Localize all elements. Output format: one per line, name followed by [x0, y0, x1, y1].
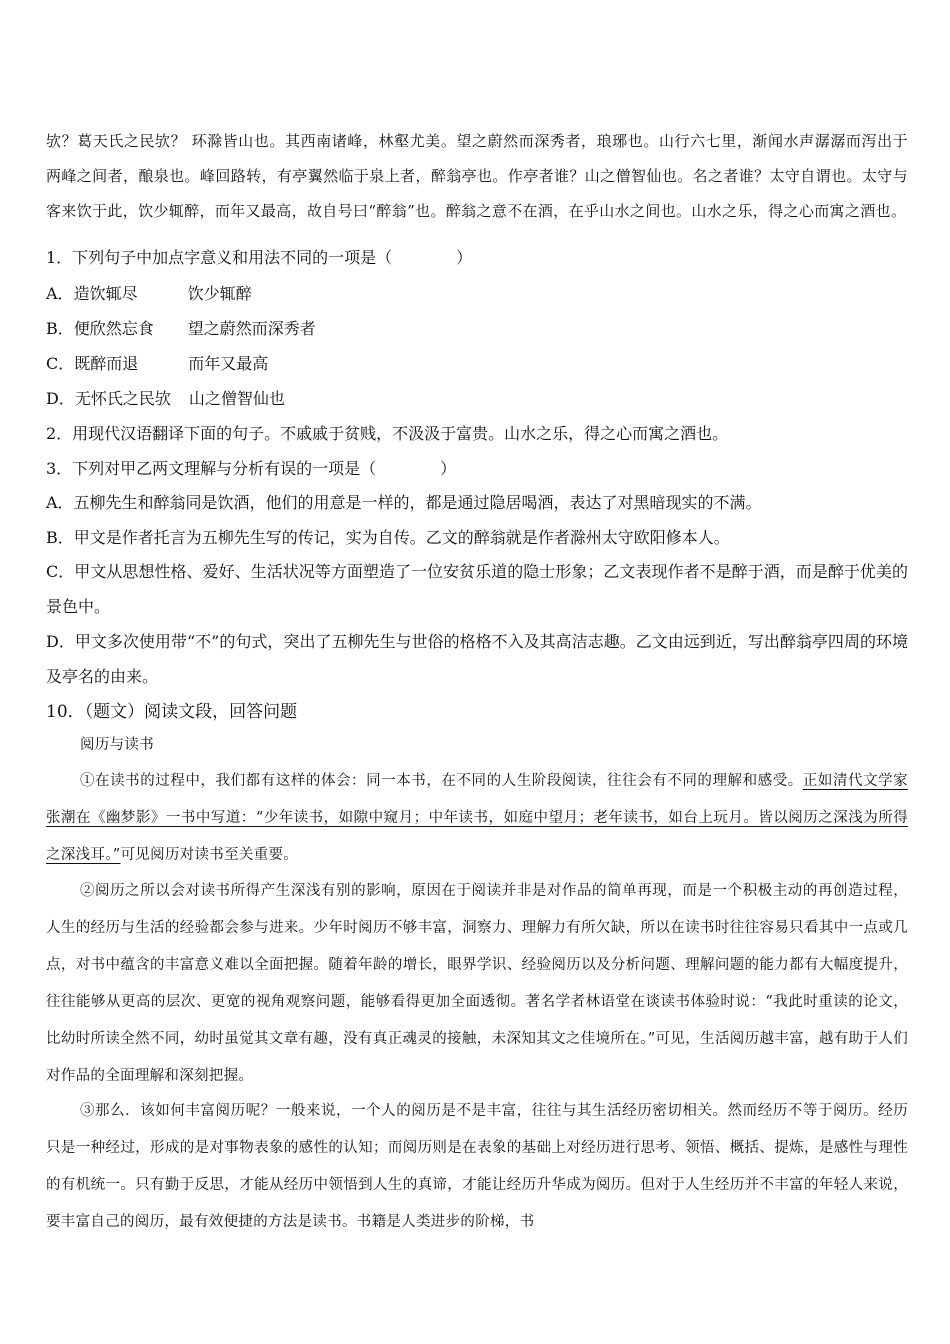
question-1-option-a: [46, 276, 908, 312]
option-right: 望之蔚然而深秀者: [187, 319, 316, 338]
option-left: 造饮辄尽: [73, 284, 138, 303]
question-2-stem: 2．用现代汉语翻译下面的句子。不戚戚于贫贱，不汲汲于富贵。山水之乐，得之心而寓之酒也。: [46, 424, 729, 443]
option-left: 便欣然忘食: [73, 319, 154, 338]
option-right: 山之僧智仙也: [188, 389, 285, 408]
question-1-stem: 1．下列句子中加点字意义和用法不同的一项是（ ）: [46, 248, 473, 267]
article-title: 阅历与读书: [80, 737, 154, 753]
option-label: D．: [46, 389, 75, 408]
question-3-stem: 3．下列对甲乙两文理解与分析有误的一项是（ ）: [46, 459, 457, 478]
option-right: 而年又最高: [188, 354, 269, 373]
question-3-option-b: B．甲文是作者托言为五柳先生写的传记，实为自传。乙文的醉翁就是作者滁州太守欧阳修本人。: [46, 528, 730, 547]
question-1-option-b: [46, 311, 908, 347]
underlined-quote: 正如清代文学家张潮在《幽梦影》一书中写道：“少年读书，如隙中窥月；中年读书，如庭中望月；老年读书，如台上玩月。皆以阅历之深浅为所得之深浅耳。”: [46, 773, 908, 863]
option-label: C．: [46, 354, 75, 373]
option-label: A．: [46, 284, 74, 303]
question-3-option-d: D．甲文多次使用带“不”的句式，突出了五柳先生与世俗的格格不入及其高洁志趣。乙文由远到近，写出醉翁亭四周的环境及亭名的由来。: [46, 632, 908, 686]
option-label: B．: [46, 319, 74, 338]
question-1-option-d: [46, 381, 908, 417]
question-10-heading: 10．（题文）阅读文段，回答问题: [46, 702, 298, 722]
option-right: 饮少辄醉: [187, 284, 252, 303]
classical-passage-b: 欤？葛天氏之民欤？ 环滁皆山也。其西南诸峰，林壑尤美。望之蔚然而深秀者，琅琊也。山行六七里，渐闻水声潺潺而泻出于两峰之间者，酿泉也。峰回路转，有亭翼然临于泉上者，醉翁亭也。作亭者谁？山之僧智仙也。名之者谁？太守自谓也。太守与客来饮于此，饮少辄醉，而年又最高，故自号曰“醉翁”也。醉翁之意不在酒，在乎山水之间也。山水之乐，得之心而寓之酒也。: [46, 132, 908, 220]
question-1-option-c: [46, 346, 908, 382]
question-3-option-a: A．五柳先生和醉翁同是饮酒，他们的用意是一样的，都是通过隐居喝酒，表达了对黑暗现实的不满。: [46, 493, 762, 512]
paragraph-1-intro: ①在读书的过程中，我们都有这样的体会：同一本书，在不同的人生阶段阅读，往往会有不同的理解和感受。: [80, 773, 803, 789]
option-left: 既醉而退: [74, 354, 139, 373]
question-3-option-c: C．甲文从思想性格、爱好、生活状况等方面塑造了一位安贫乐道的隐士形象；乙文表现作者不是醉于酒，而是醉于优美的景色中。: [46, 562, 908, 616]
article-paragraph-1: [46, 763, 908, 874]
article-paragraph-2: ②阅历之所以会对读书所得产生深浅有别的影响，原因在于阅读并非是对作品的简单再现，而是一个积极主动的再创造过程，人生的经历与生活的经验都会参与进来。少年时阅历不够丰富，洞察力、理解力有所欠缺，所以在读书时往往容易只看其中一点或几点，对书中蕴含的丰富意义难以全面把握。随着年龄的增长，眼界学识、经验阅历以及分析问题、理解问题的能力都有大幅度提升，往往能够从更高的层次、更宽的视角观察问题，能够看得更加全面透彻。著名学者林语堂在谈读书体验时说：“我此时重读的论文，比幼时所读全然不同，幼时虽觉其文章有趣，没有真正魂灵的接触，未深知其文之佳境所在。”可见，生活阅历越丰富，越有助于人们对作品的全面理解和深刻把握。: [46, 883, 908, 1084]
article-paragraph-3: ③那么．该如何丰富阅历呢？一般来说，一个人的阅历是不是丰富，往往与其生活经历密切相关。然而经历不等于阅历。经历只是一种经过，形成的是对事物表象的感性的认知；而阅历则是在表象的基础上对经历进行思考、领悟、概括、提炼，是感性与理性的有机统一。只有勤于反思，才能从经历中领悟到人生的真谛，才能让经历升华成为阅历。但对于人生经历并不丰富的年轻人来说，要丰富自己的阅历，最有效便捷的方法是读书。书籍是人类进步的阶梯，书: [46, 1103, 908, 1230]
option-left: 无怀氏之民欤: [74, 389, 171, 408]
paragraph-1-conclusion: 可见阅历对读书至关重要。: [120, 847, 299, 863]
